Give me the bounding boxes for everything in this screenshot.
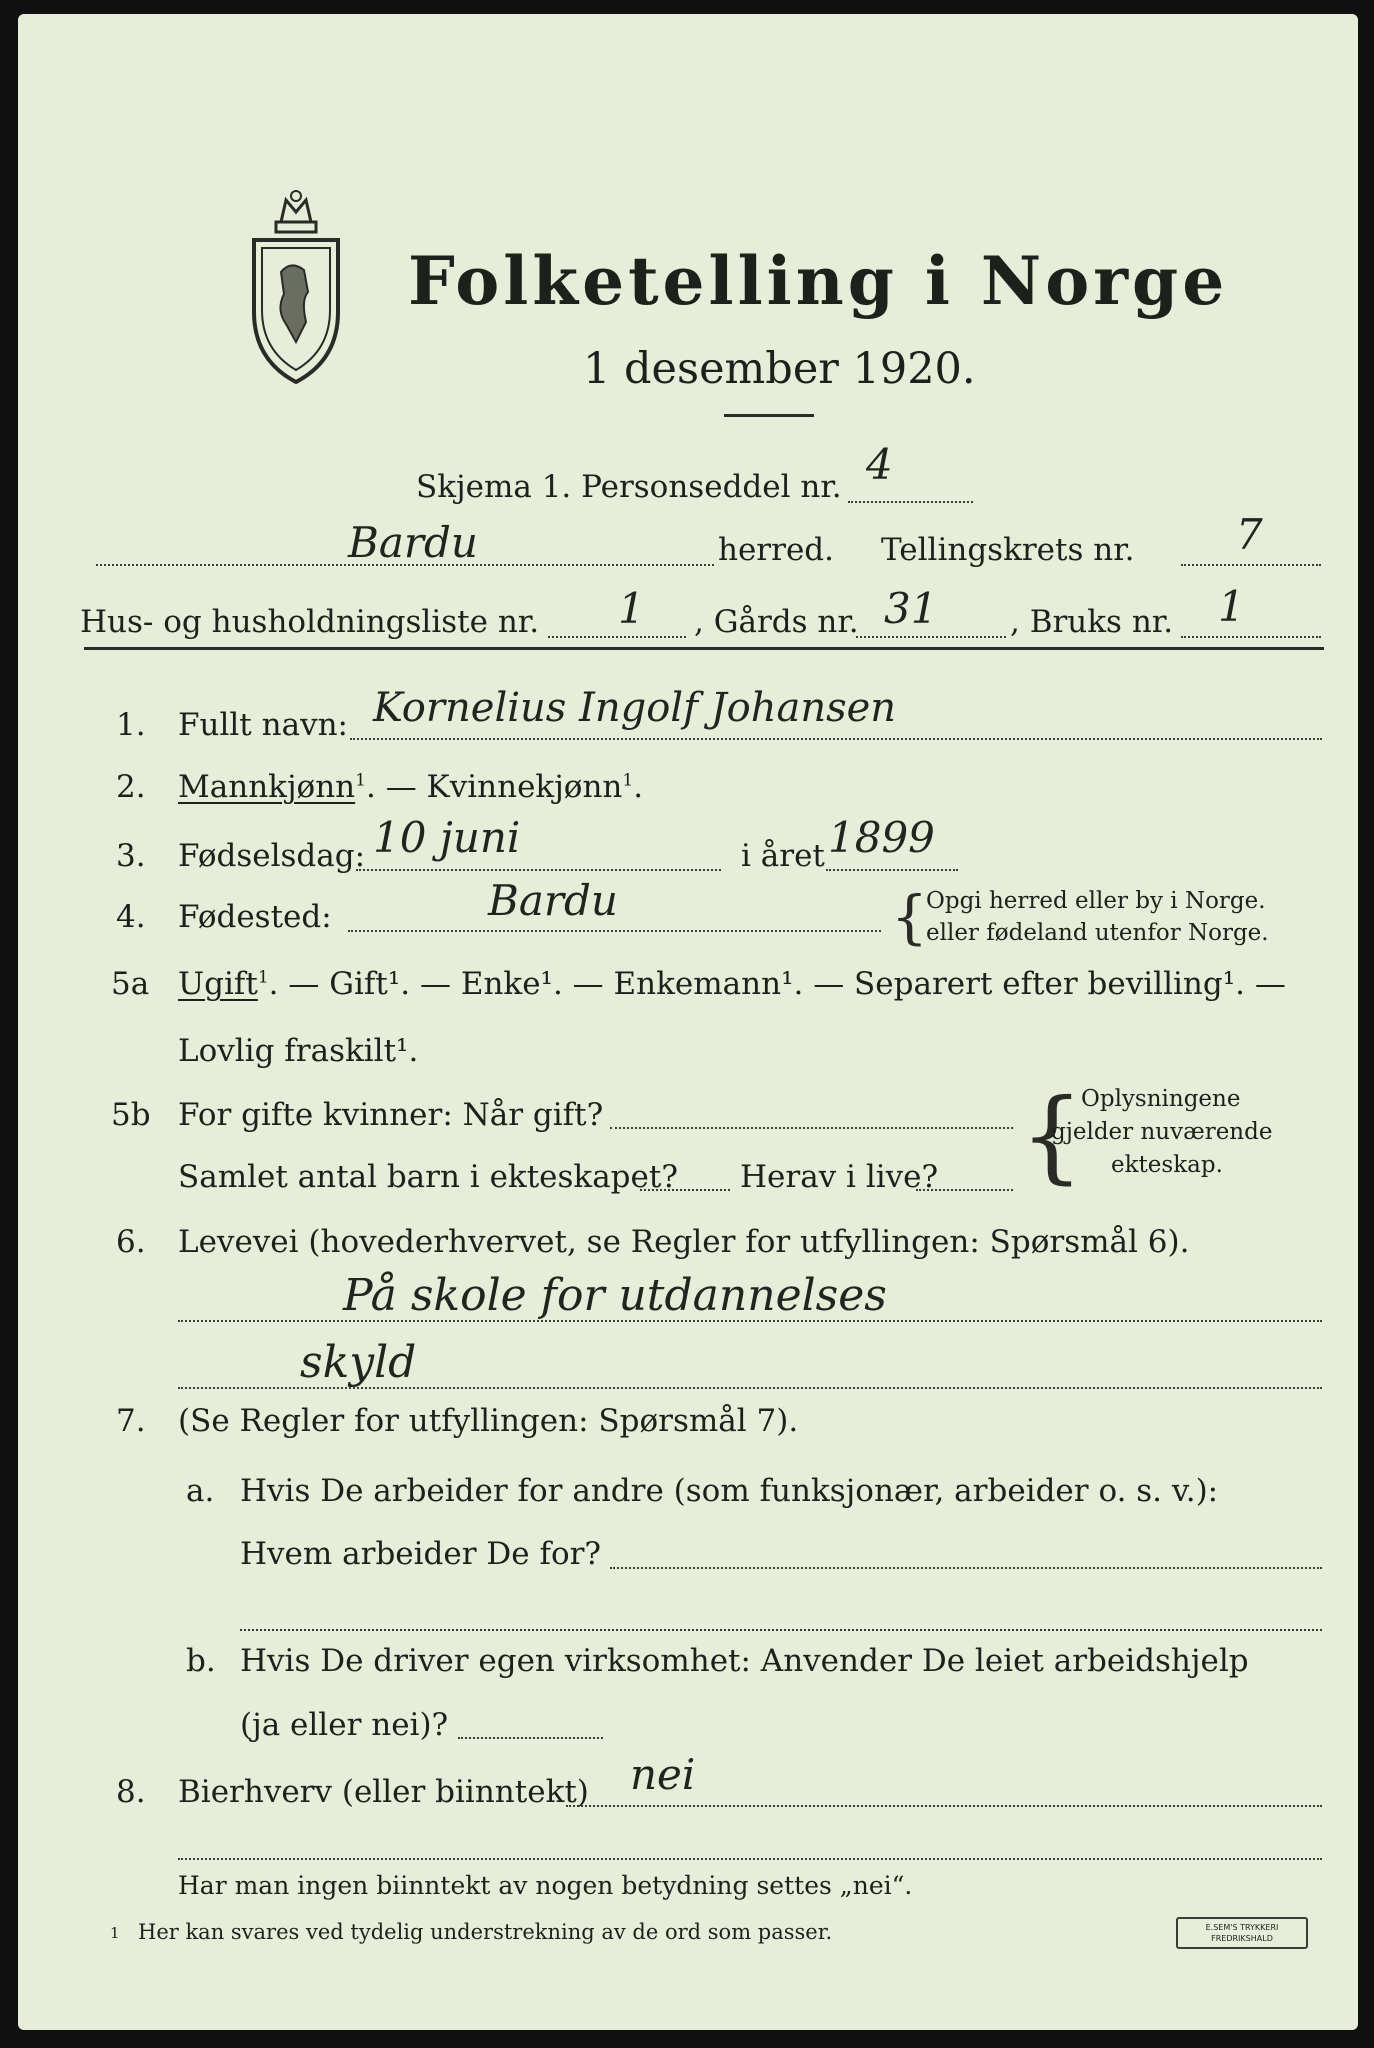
- q7b-label-2: (ja eller nei)?: [240, 1707, 449, 1743]
- bruks-line: [1181, 636, 1321, 638]
- q5b-line-3: [916, 1189, 1013, 1191]
- q6-value-2: skyld: [300, 1337, 417, 1388]
- q5b-line-1: [610, 1127, 1013, 1129]
- footnote-text: Her kan svares ved tydelig understrekning av de ord som passer.: [138, 1920, 833, 1944]
- coat-of-arms-icon: [246, 182, 346, 392]
- hus-label: Hus- og husholdningsliste nr.: [80, 604, 540, 640]
- q2-female-sup: 1: [622, 770, 634, 791]
- herred-value: Bardu: [348, 518, 478, 567]
- hus-line: [548, 636, 686, 638]
- q3-year-line: [826, 869, 958, 871]
- gards-label: , Gårds nr.: [694, 604, 859, 640]
- q5b-note-1: Oplysningene: [1081, 1086, 1241, 1112]
- q3-year-label: i året: [741, 838, 825, 874]
- q4-brace: {: [891, 883, 928, 951]
- q8-line: [566, 1805, 1322, 1807]
- tellingskrets-label: Tellingskrets nr.: [881, 532, 1135, 568]
- census-date: 1 desember 1920.: [583, 344, 976, 394]
- q5a-options: [178, 966, 1286, 1002]
- q7a-line-2: [240, 1629, 1322, 1631]
- q5a-number: 5a: [111, 966, 150, 1002]
- q7-number: 7.: [116, 1403, 146, 1439]
- q5b-brace: {: [1020, 1077, 1084, 1194]
- q6-line-1: [178, 1320, 1322, 1322]
- q7a-label-1: Hvis De arbeider for andre (som funksjonær, arbeider o. s. v.):: [240, 1473, 1219, 1509]
- q5a-ugift-sup: 1: [257, 967, 269, 988]
- q4-line: [348, 930, 881, 932]
- footnote-number: 1: [110, 1924, 120, 1942]
- q6-number: 6.: [116, 1224, 146, 1260]
- q7a-label-2: Hvem arbeider De for?: [240, 1536, 602, 1572]
- q3-line: [356, 869, 721, 871]
- q8-value: nei: [630, 1750, 696, 1799]
- q2-male: Mannkjønn: [178, 769, 356, 805]
- schema-number: 4: [866, 440, 893, 489]
- q4-value: Bardu: [488, 876, 618, 925]
- q2-number: 2.: [116, 769, 146, 805]
- printer-stamp-text: E.SEM'S TRYKKERI FREDRIKSHALD: [1205, 1923, 1279, 1943]
- footer-note: Har man ingen biinntekt av nogen betydning settes „nei“.: [178, 1871, 913, 1900]
- q1-value: Kornelius Ingolf Johansen: [373, 685, 897, 731]
- schema-label: Skjema 1. Personseddel nr.: [416, 469, 842, 505]
- hus-value: 1: [618, 584, 645, 633]
- q2-options: [178, 769, 644, 805]
- q5b-line-2: [640, 1189, 730, 1191]
- q5b-note-3: ekteskap.: [1111, 1152, 1223, 1178]
- q2-end: .: [633, 769, 644, 805]
- q3-year-value: 1899: [828, 813, 935, 862]
- q5a-line2: Lovlig fraskilt¹.: [178, 1033, 419, 1069]
- q8-number: 8.: [116, 1774, 146, 1810]
- q5a-rest: . — Gift¹. — Enke¹. — Enkemann¹. — Separert efter bevilling¹. —: [268, 966, 1286, 1002]
- q2-female: Kvinnekjønn: [426, 769, 623, 805]
- q6-line-2: [178, 1387, 1322, 1389]
- q5b-label-2: Samlet antal barn i ekteskapet?: [178, 1159, 678, 1195]
- gards-line: [856, 636, 1006, 638]
- q3-value: 10 juni: [373, 813, 521, 862]
- q4-number: 4.: [116, 899, 146, 935]
- herred-label: herred.: [718, 532, 834, 568]
- q5b-label-1: For gifte kvinner: Når gift?: [178, 1097, 604, 1133]
- q3-number: 3.: [116, 838, 146, 874]
- q7a-letter: a.: [186, 1473, 215, 1509]
- bruks-label: , Bruks nr.: [1010, 604, 1174, 640]
- q6-label: Levevei (hovederhvervet, se Regler for utfyllingen: Spørsmål 6).: [178, 1224, 1190, 1260]
- q5b-label-3: Herav i live?: [740, 1159, 939, 1195]
- title-divider: [724, 414, 814, 417]
- q3-label: Fødselsdag:: [178, 838, 366, 874]
- q4-note-2: eller fødeland utenfor Norge.: [926, 920, 1269, 946]
- q8-line-2: [178, 1858, 1322, 1860]
- header-divider: [84, 647, 1324, 650]
- q5a-ugift: Ugift: [178, 966, 258, 1002]
- q5b-number: 5b: [111, 1097, 151, 1133]
- bruks-value: 1: [1218, 582, 1245, 631]
- form-title: Folketelling i Norge: [408, 242, 1229, 320]
- q2-male-sup: 1: [355, 770, 366, 791]
- q5b-note-2: gjelder nuværende: [1051, 1119, 1273, 1145]
- q6-value-1: På skole for utdannelses: [343, 1270, 887, 1321]
- q7a-line-1: [610, 1567, 1322, 1569]
- q7-label: (Se Regler for utfyllingen: Spørsmål 7).: [178, 1403, 799, 1439]
- q4-note-1: Opgi herred eller by i Norge.: [926, 888, 1266, 914]
- q7b-line: [458, 1737, 603, 1739]
- census-form: [18, 14, 1358, 2030]
- q2-sep: . —: [365, 769, 427, 805]
- q7b-letter: b.: [186, 1643, 216, 1679]
- schema-line: [848, 501, 973, 503]
- tellingskrets-line: [1181, 564, 1321, 566]
- q8-label: Bierhverv (eller biinntekt): [178, 1774, 589, 1810]
- printer-stamp: [1176, 1917, 1308, 1949]
- q1-number: 1.: [116, 707, 146, 743]
- q1-label: Fullt navn:: [178, 707, 348, 743]
- tellingskrets-value: 7: [1236, 510, 1263, 559]
- gards-value: 31: [884, 584, 938, 633]
- q1-line: [350, 738, 1322, 740]
- q7b-label-1: Hvis De driver egen virksomhet: Anvender De leiet arbeidshjelp: [240, 1643, 1249, 1679]
- q4-label: Fødested:: [178, 899, 332, 935]
